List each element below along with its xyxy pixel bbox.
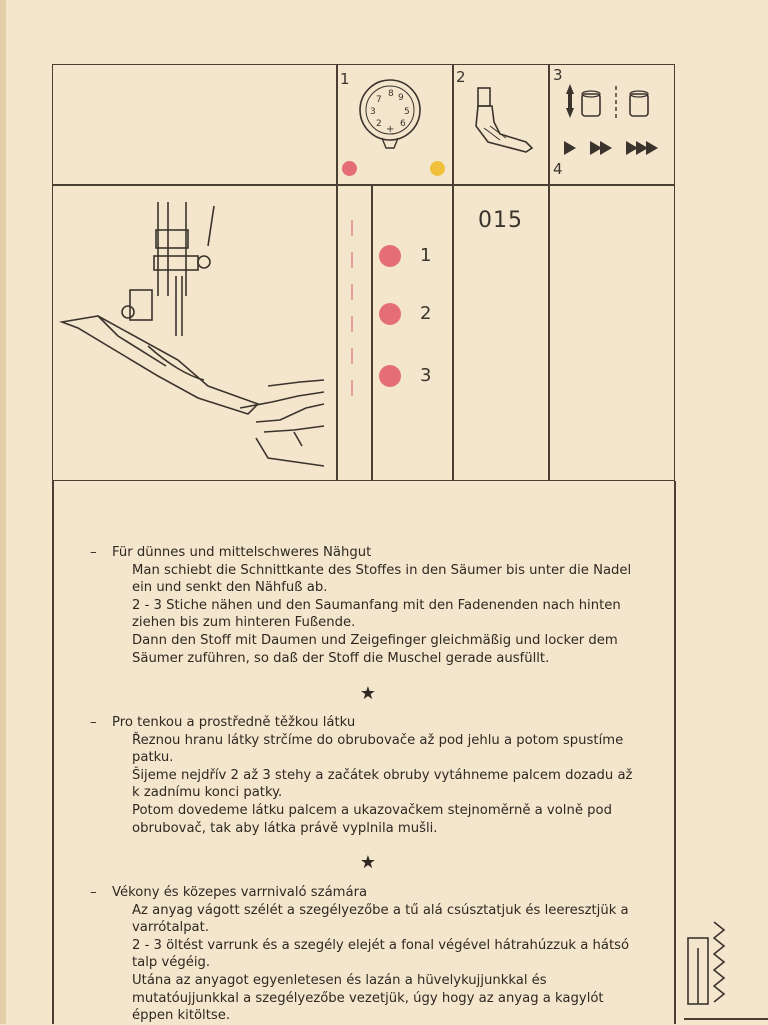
svg-text:7: 7 — [376, 95, 382, 105]
section-paragraph: 2 - 3 Stiche nähen und den Saumanfang mit den Fadenenden nach hinten ziehen bis zum hinteren Fußende. — [132, 597, 621, 631]
zigzag-hem-icon — [684, 918, 744, 1008]
svg-text:2: 2 — [376, 119, 382, 129]
stitch-mark — [351, 252, 353, 268]
instruction-section-hungarian — [90, 884, 640, 1025]
stitch-length-dot-1 — [379, 245, 401, 267]
yellow-indicator-dot — [430, 161, 445, 176]
section-paragraph: Řeznou hranu látky strčíme do obrubovače až pod jehlu a potom spustíme patku. — [132, 732, 624, 766]
section-paragraph: Az anyag vágott szélét a szegélyezőbe a tű alá csúsztatjuk és leeresztjük a varrótalpat. — [132, 902, 629, 936]
red-indicator-dot — [342, 161, 357, 176]
section-heading: Vékony és közepes varrnivaló számára — [112, 885, 368, 900]
svg-text:5: 5 — [404, 107, 410, 117]
svg-text:3: 3 — [370, 107, 376, 117]
presser-foot-icon — [466, 82, 538, 156]
bullet-dash: – — [90, 885, 97, 900]
needle-position-icon — [560, 80, 664, 122]
instruction-section-czech — [90, 714, 640, 837]
section-separator-star: ★ — [359, 683, 377, 704]
stitch-length-dot-3 — [379, 365, 401, 387]
column-number-2: 2 — [456, 68, 466, 86]
stitch-mark — [351, 348, 353, 364]
section-paragraph: Man schiebt die Schnittkante des Stoffes in den Säumer bis unter die Nadel ein und senkt den Nähfuß ab. — [132, 562, 632, 596]
section-paragraph: Dann den Stoff mit Daumen und Zeigefinger gleichmäßig und locker dem Säumer zuführen, so daß der Stoff die Muschel gerade ausfüllt. — [132, 632, 618, 666]
page-edge — [0, 0, 6, 1024]
bullet-dash: – — [90, 715, 97, 730]
stitch-length-label-2: 2 — [420, 303, 432, 324]
section-paragraph: Utána az anyagot egyenletesen és lazán a hüvelykujjunkkal és mutatóujjunkkal a szegélyezőbe vezetjük, úgy hogy az anyag a kagylót éppen kitöltse. — [132, 972, 604, 1024]
stitch-length-label-3: 3 — [420, 365, 432, 386]
section-separator-star: ★ — [359, 852, 377, 873]
stitch-mark — [351, 220, 353, 236]
stitch-length-dot-2 — [379, 303, 401, 325]
section-heading: Für dünnes und mittelschweres Nähgut — [112, 545, 372, 560]
stitch-width-dial-icon — [352, 72, 432, 156]
stitch-length-label-1: 1 — [420, 245, 432, 266]
instruction-section-german — [90, 544, 640, 667]
stitch-mark — [351, 380, 353, 396]
svg-text:8: 8 — [388, 89, 394, 99]
section-paragraph: 2 - 3 öltést varrunk és a szegély elejét a fonal végével hátrahúzzuk a hátsó talp végéig. — [132, 937, 630, 971]
column-number-3: 3 — [553, 66, 563, 84]
presser-foot-code: 015 — [478, 208, 523, 233]
section-paragraph: Potom dovedeme látku palcem a ukazovačkem stejnoměrně a volně pod obrubovač, tak aby látka právě vyplnila mušli. — [132, 802, 612, 836]
speed-arrows-icon — [562, 138, 666, 158]
section-heading: Pro tenkou a prostředně těžkou látku — [112, 715, 356, 730]
svg-text:6: 6 — [400, 119, 406, 129]
svg-text:+: + — [386, 124, 395, 135]
svg-text:9: 9 — [398, 93, 404, 103]
bullet-dash: – — [90, 545, 97, 560]
section-paragraph: Šijeme nejdřív 2 až 3 stehy a začátek obruby vytáhneme palcem dozadu až k zadnímu konci patky. — [132, 767, 633, 801]
stitch-mark — [351, 284, 353, 300]
column-number-4: 4 — [553, 160, 563, 178]
stitch-mark — [351, 316, 353, 332]
hemmer-foot-illustration — [58, 196, 330, 472]
column-number-1: 1 — [340, 70, 350, 88]
